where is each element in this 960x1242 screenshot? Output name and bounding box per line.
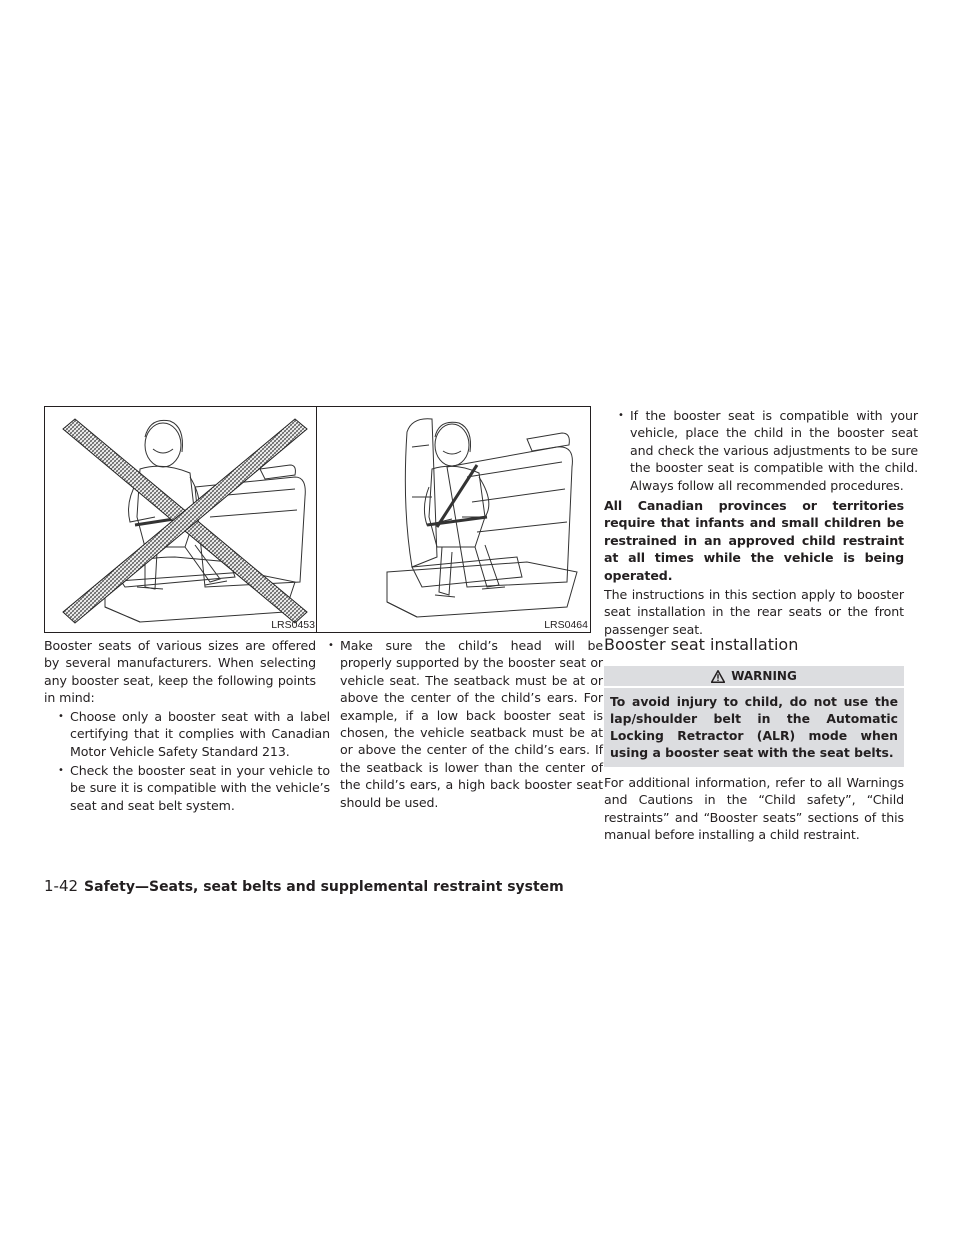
page-number: 1-42 — [44, 877, 79, 895]
figure-correct-booster — [316, 406, 591, 633]
warning-label: WARNING — [731, 669, 797, 683]
figure-id-right: LRS0464 — [544, 619, 588, 631]
page-footer — [44, 877, 564, 895]
additional-info-paragraph: For additional information, refer to all Warnings and Cautions in the “Child safety”, “Child restraints” and “Booster seats” sections of this manual before installing a child restraint. — [604, 775, 904, 843]
figure-id-left: LRS0453 — [271, 619, 315, 631]
illustration-booster-correct — [317, 407, 590, 632]
section-heading: Booster seat installation — [604, 635, 799, 654]
intro-paragraph: Booster seats of various sizes are offered by several manufacturers. When selecting any booster seat, keep the following points in mind: — [44, 638, 316, 706]
bullet-head-support: • Make sure the child’s head will be properly supported by the booster seat or vehicle seat. The seatback must be at or above the center of the child’s ears. For example, if a low back booster seat is chosen, the vehicle seatback must be at or above the center of the child’s ears. If the seatback is lower than the center of the child’s ears, a high back booster seat should be used. — [326, 637, 603, 811]
figure-incorrect-booster — [44, 406, 318, 633]
footer-section-title: Safety—Seats, seat belts and supplemental restraint system — [84, 879, 564, 895]
bullet-check-compatibility: • Check the booster seat in your vehicle to be sure it is compatible with the vehicle’s seat and seat belt system. — [56, 762, 330, 814]
bullet-child-compatibility: • If the booster seat is compatible with your vehicle, place the child in the booster seat and check the various adjustments to be sure the booster seat is compatible with the child. Always follow all recommended procedures. — [616, 407, 918, 494]
warning-triangle-icon — [711, 670, 725, 683]
instructions-paragraph: The instructions in this section apply to booster seat installation in the rear seats or the front passenger seat. — [604, 587, 904, 637]
bullet-label-certification: • Choose only a booster seat with a label certifying that it complies with Canadian Motor Vehicle Safety Standard 213. — [56, 708, 330, 760]
warning-text: To avoid injury to child, do not use the lap/shoulder belt in the Automatic Locking Retractor (ALR) mode when using a booster seat with the seat belts. — [604, 688, 904, 767]
warning-header — [604, 666, 904, 686]
canadian-requirement-note: All Canadian provinces or territories require that infants and small children be restrained in an approved child restraint at all times while the vehicle is being operated. — [604, 498, 904, 583]
illustration-booster-incorrect — [45, 407, 317, 632]
